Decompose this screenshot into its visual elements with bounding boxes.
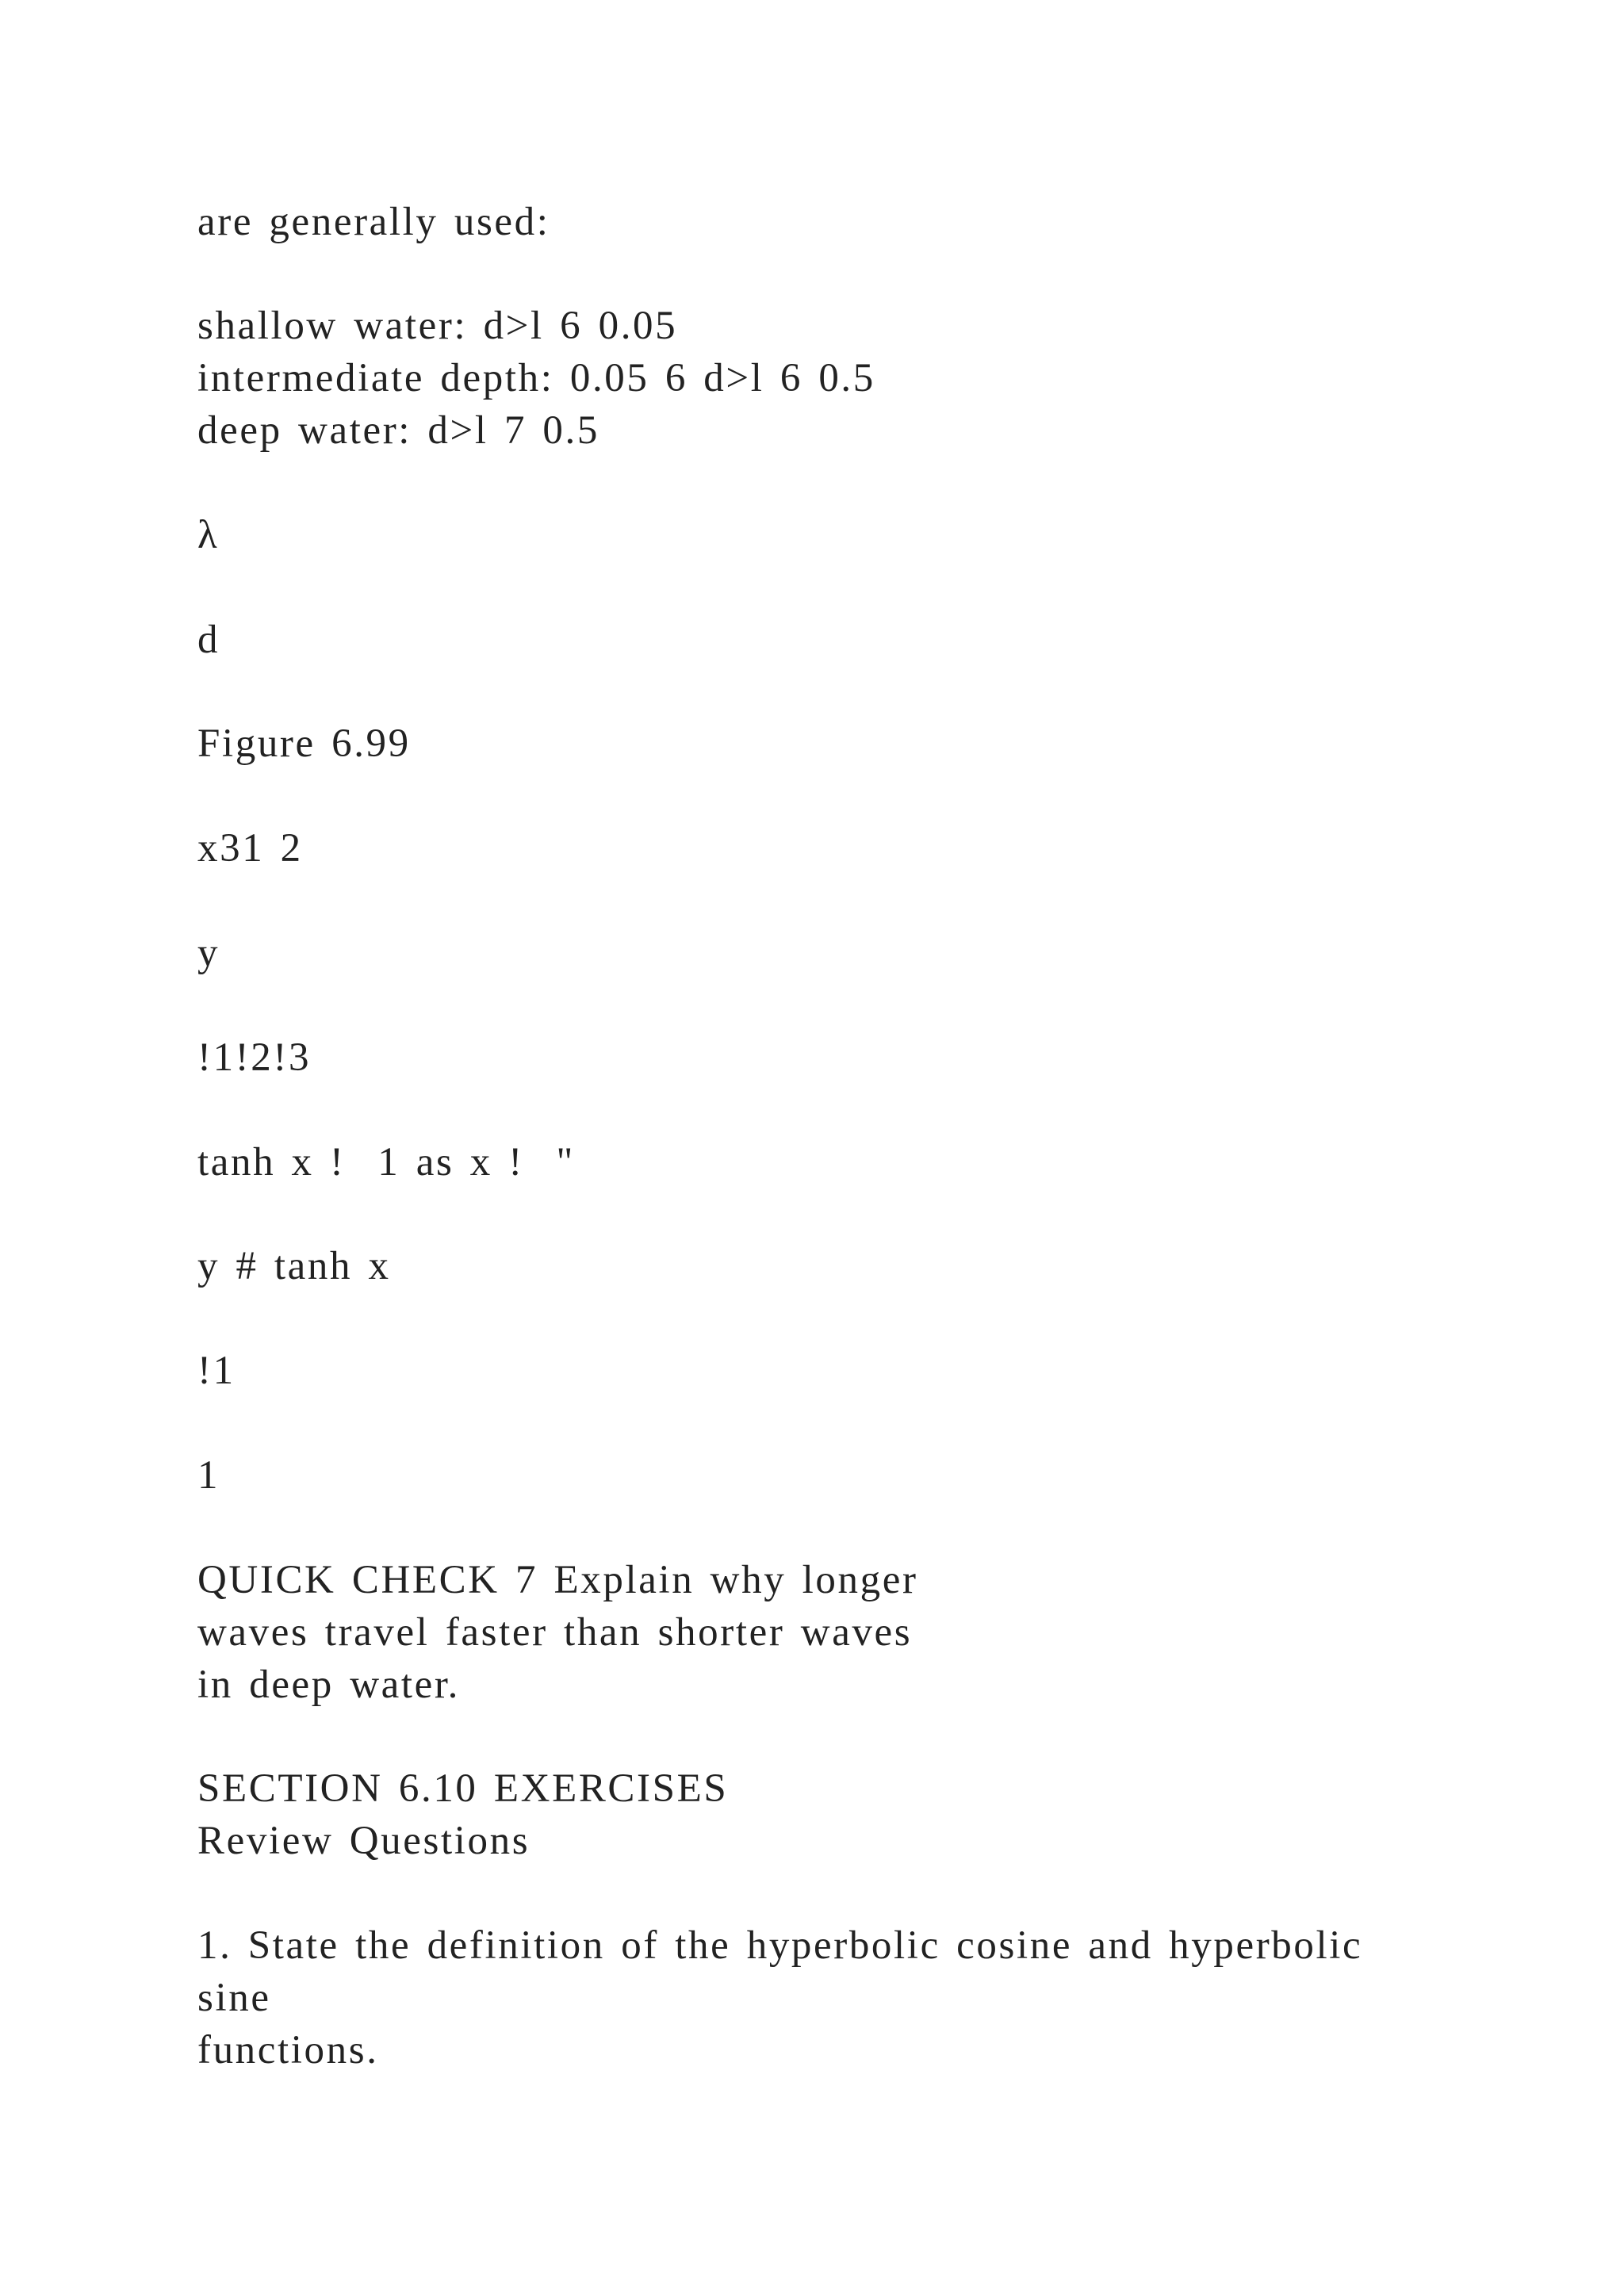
figure-fragment-neg-one: !1 (197, 1349, 236, 1393)
quick-check-line-2: waves travel faster than shorter waves (197, 1610, 913, 1655)
figure-caption: Figure 6.99 (197, 721, 411, 766)
figure-fragment-limit: tanh x ! 1 as x ! " (197, 1140, 575, 1184)
question-1-line-2: sine (197, 1976, 271, 2020)
question-1-line-3: functions. (197, 2028, 379, 2072)
figure-label-lambda: λ (197, 513, 220, 557)
depth-rule-shallow: shallow water: d>l 6 0.05 (197, 304, 678, 348)
figure-fragment-function: y # tanh x (197, 1244, 391, 1288)
question-1-line-1: 1. State the definition of the hyperbolic cosine and hyperbolic (197, 1923, 1363, 1968)
intro-text: are generally used: (197, 200, 550, 244)
quick-check-line-1: QUICK CHECK 7 Explain why longer (197, 1558, 918, 1602)
figure-fragment-one: 1 (197, 1453, 220, 1498)
depth-rule-deep: deep water: d>l 7 0.5 (197, 408, 599, 453)
subheading: Review Questions (197, 1819, 530, 1863)
figure-fragment-y: y (197, 931, 220, 975)
depth-rule-intermediate: intermediate depth: 0.05 6 d>l 6 0.5 (197, 356, 875, 400)
figure-fragment-x: x31 2 (197, 826, 303, 871)
section-heading: SECTION 6.10 EXERCISES (197, 1766, 729, 1811)
figure-fragment-ticks: !1!2!3 (197, 1035, 312, 1080)
figure-label-d: d (197, 618, 220, 662)
quick-check-line-3: in deep water. (197, 1663, 461, 1707)
